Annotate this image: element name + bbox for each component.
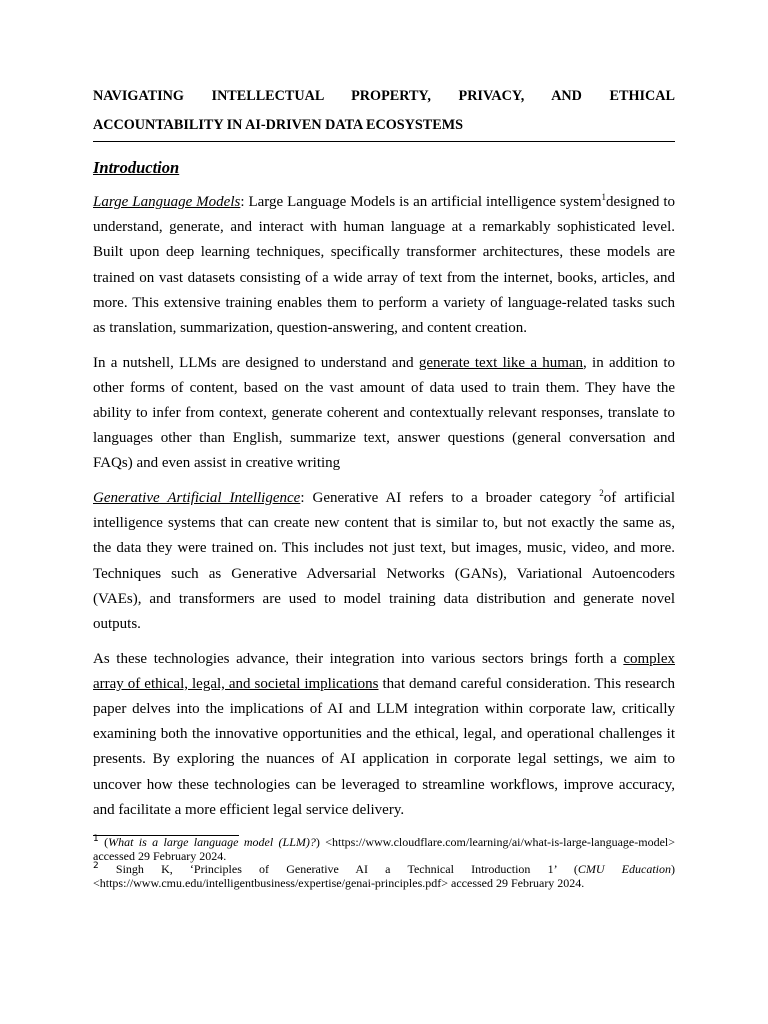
document-page	[93, 82, 675, 890]
paragraph-text: of artificial intelligence systems that can create new content that is similar to, but not exactly the same as, the data they were trained on. This includes not just text, but images, music, video, and more. Techniques such as Generative Adversarial Networks (GANs), Variational Autoencoders (VAEs), and transformers are used to model training data distribution and generate novel outputs.	[93, 490, 675, 633]
footnote-ref-2[interactable]: 2	[599, 488, 604, 499]
footnote-ref-1[interactable]: 1	[601, 192, 607, 202]
paragraph-llm-nutshell	[93, 351, 675, 477]
paragraph-text: : Generative AI refers to a broader category	[300, 490, 600, 507]
footnote-2	[93, 863, 675, 890]
document-title-line-2: ACCOUNTABILITY IN AI-DRIVEN DATA ECOSYSTEMS	[93, 111, 675, 142]
paragraph-text: , in addition to other forms of content, based on the vast amount of data used to train them. They have the ability to infer from context, generate coherent and contextually relevant responses, translate to languages other than English, summarize text, answer questions (general conversation and FAQs) and even assist in creative writing	[93, 354, 676, 472]
footnote-url[interactable]: ) <https://www.cloudflare.com/learning/ai/what-is-large-language-model> accessed 29 February 2024.	[93, 835, 675, 863]
link-complex-array-implications[interactable]: complex array of ethical, legal, and societal implications	[93, 650, 675, 692]
paragraph-implications	[93, 647, 675, 823]
paragraph-generative-ai	[93, 486, 675, 637]
footnote-url[interactable]: ) <https://www.cmu.edu/intelligentbusiness/expertise/genai-principles.pdf> accessed 29 February 2024.	[93, 862, 675, 890]
footnote-source-title: What is a large language model (LLM)?	[108, 835, 316, 850]
term-generative-ai: Generative Artificial Intelligence	[93, 490, 301, 507]
section-heading-introduction: Introduction	[93, 158, 180, 177]
link-generate-text-like-a-human[interactable]: generate text like a human	[418, 354, 584, 371]
paragraph-text: In a nutshell, LLMs are designed to understand and	[93, 354, 419, 371]
paragraph-text: that demand careful consideration. This research paper delves into the implications of AI and LLM integration within corporate law, critically examining both the innovative opportunities and the ethical, legal, and operational challenges it presents. By exploring the nuances of AI application in corporate legal settings, we aim to uncover how these technologies can be leveraged to streamline workflows, improve accuracy, and facilitate a more efficient legal service delivery.	[93, 675, 675, 818]
term-large-language-models: Large Language Models	[93, 194, 241, 210]
paragraph-text: : Large Language Models is an artificial intelligence system	[240, 194, 602, 210]
document-title-line-1: NAVIGATING INTELLECTUAL PROPERTY, PRIVACY, AND ETHICAL	[93, 88, 675, 104]
paragraph-llm-definition	[93, 190, 675, 341]
footnote-source-title: CMU Education	[577, 862, 671, 877]
paragraph-text: designed to understand, generate, and interact with human language at a remarkably sophisticated level. Built upon deep learning techniques, specifically transformer architectures, these models are trained on vast datasets consisting of a wide array of text from the internet, books, articles, and more. This extensive training enables them to perform a variety of language-related tasks such as translation, summarization, question-answering, and content creation.	[93, 194, 675, 337]
footnote-1	[93, 836, 675, 863]
footnote-number: 1	[93, 834, 99, 845]
paragraph-text: As these technologies advance, their integration into various sectors brings forth a	[93, 650, 624, 667]
footnote-text: Singh K, ‘Principles of Generative AI a Technical Introduction 1’ (	[98, 862, 578, 877]
footnote-text: (	[98, 835, 109, 850]
footnote-number: 2	[93, 861, 99, 872]
